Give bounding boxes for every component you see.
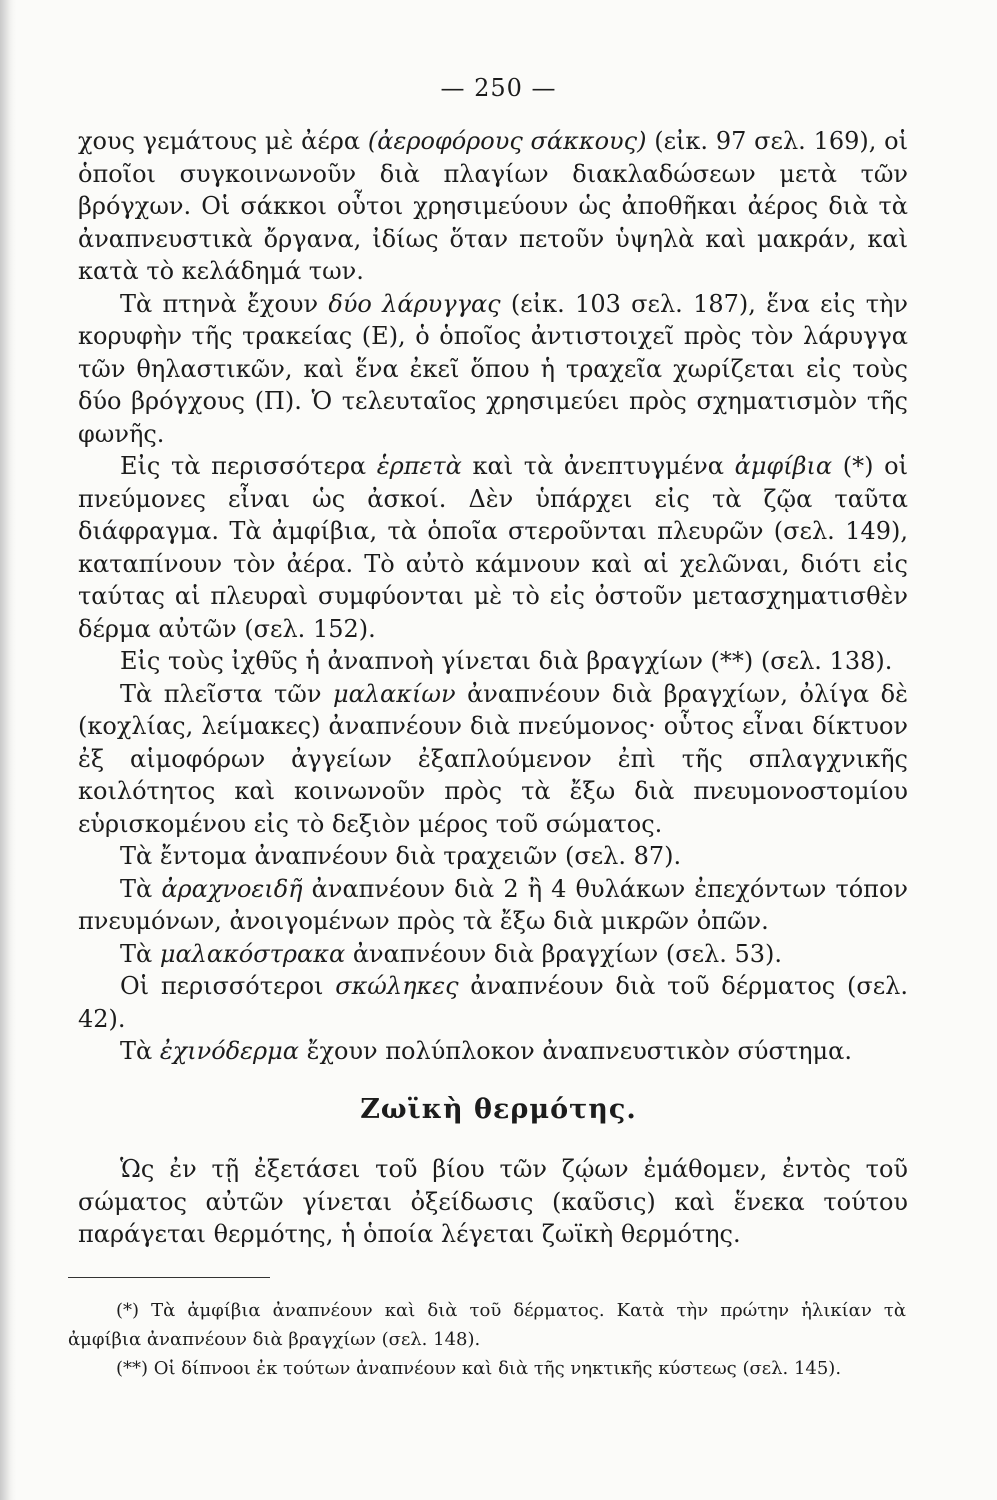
paragraph: Τὰ πλεῖστα τῶν μαλακίων ἀναπνέουν διὰ βραγχίων, ὀλίγα δὲ (κοχλίας, λείμακες) ἀναπνέουν διὰ πνεύμονος· οὗτος εἶναι δίκτυον ἐξ αἱμοφόρων ἀγγείων ἐξαπλούμενον ἐπὶ τῆς σπλαγχνικῆς κοιλότητος καὶ κοινωνοῦν πρὸς τὰ ἔξω διὰ πνευμονοστομίου εὑρισκομένου εἰς τὸ δεξιὸν μέρος τοῦ σώματος. (78, 679, 908, 838)
paragraph: Τὰ πτηνὰ ἔχουν δύο λάρυγγας (εἰκ. 103 σελ. 187), ἕνα εἰς τὴν κορυφὴν τῆς τρακείας (Ε), ὁ ὁποῖος ἀντιστοιχεῖ πρὸς τὸν λάρυγγα τῶν θηλαστικῶν, καὶ ἕνα ἐκεῖ ὅπου ἡ τραχεῖα χωρίζεται εἰς τοὺς δύο βρόγχους (Π). Ὁ τελευταῖος χρησιμεύει πρὸς σχηματισμὸν τῆς φωνῆς. (78, 289, 908, 448)
section-title: Ζωϊκὴ θερμότης. (360, 1094, 637, 1125)
footnote-divider (68, 1277, 270, 1278)
paragraph: Τὰ ἐχινόδερμα ἔχουν πολύπλοκον ἀναπνευστικὸν σύστημα. (120, 1037, 852, 1065)
page-number: — 250 — (440, 74, 557, 102)
page-edge-shadow (0, 0, 16, 1500)
paragraph: Εἰς τὰ περισσότερα ἑρπετὰ καὶ τὰ ἀνεπτυγμένα ἀμφίβια (*) οἱ πνεύμονες εἶναι ὡς ἀσκοί. Δὲν ὑπάρχει εἰς τὰ ζῷα ταῦτα διάφραγμα. Τὰ ἀμφίβια, τὰ ὁποῖα στεροῦνται πλευρῶν (σελ. 149), καταπίνουν τὸν ἀέρα. Τὸ αὐτὸ κάμνουν καὶ αἱ χελῶναι, διότι εἰς ταύτας αἱ πλευραὶ συμφύονται μὲ τὸ εἰς ὀστοῦν μετασχηματισθὲν δέρμα αὐτῶν (σελ. 152). (78, 452, 908, 643)
paragraph: Ὡς ἐν τῇ ἐξετάσει τοῦ βίου τῶν ζῴων ἐμάθομεν, ἐντὸς τοῦ σώματος αὐτῶν γίνεται ὀξείδωσις (καῦσις) καὶ ἕνεκα τούτου παράγεται θερμότης, ἡ ὁποία λέγεται ζωϊκὴ θερμότης. (78, 1155, 908, 1248)
paragraph: Οἱ περισσότεροι σκώληκες ἀναπνέουν διὰ τοῦ δέρματος (σελ. 42). (78, 972, 908, 1033)
footnote: (**) Οἱ δίπνοοι ἐκ τούτων ἀναπνέουν καὶ διὰ τῆς νηκτικῆς κύστεως (σελ. 145). (116, 1358, 842, 1379)
footnotes (68, 1296, 906, 1383)
main-text (78, 125, 908, 1068)
paragraph: χους γεμάτους μὲ ἀέρα (ἀεροφόρους σάκκους) (εἰκ. 97 σελ. 169), οἱ ὁποῖοι συγκοινωνοῦν διὰ πλαγίων διακλαδώσεων μετὰ τῶν βρόγχων. Οἱ σάκκοι οὗτοι χρησιμεύουν ὡς ἀποθῆκαι ἀέρος διὰ τὰ ἀναπνευστικὰ ὄργανα, ἰδίως ὅταν πετοῦν ὑψηλὰ καὶ μακράν, καὶ κατὰ τὸ κελάδημά των. (78, 127, 909, 285)
paragraph: Τὰ ἔντομα ἀναπνέουν διὰ τραχειῶν (σελ. 87). (120, 842, 682, 870)
paragraph: Τὰ ἀραχνοειδῆ ἀναπνέουν διὰ 2 ἢ 4 θυλάκων ἐπεχόντων τόπον πνευμόνων, ἀνοιγομένων πρὸς τὰ ἔξω διὰ μικρῶν ὀπῶν. (78, 874, 908, 935)
section-text (78, 1153, 908, 1251)
paragraph: Εἰς τοὺς ἰχθῦς ἡ ἀναπνοὴ γίνεται διὰ βραγχίων (**) (σελ. 138). (120, 647, 893, 675)
footnote: (*) Τὰ ἀμφίβια ἀναπνέουν καὶ διὰ τοῦ δέρματος. Κατὰ τὴν πρώτην ἡλικίαν τὰ ἀμφίβια ἀναπνέουν διὰ βραγχίων (σελ. 148). (68, 1300, 906, 1350)
paragraph: Τὰ μαλακόστρακα ἀναπνέουν διὰ βραγχίων (σελ. 53). (120, 939, 783, 968)
